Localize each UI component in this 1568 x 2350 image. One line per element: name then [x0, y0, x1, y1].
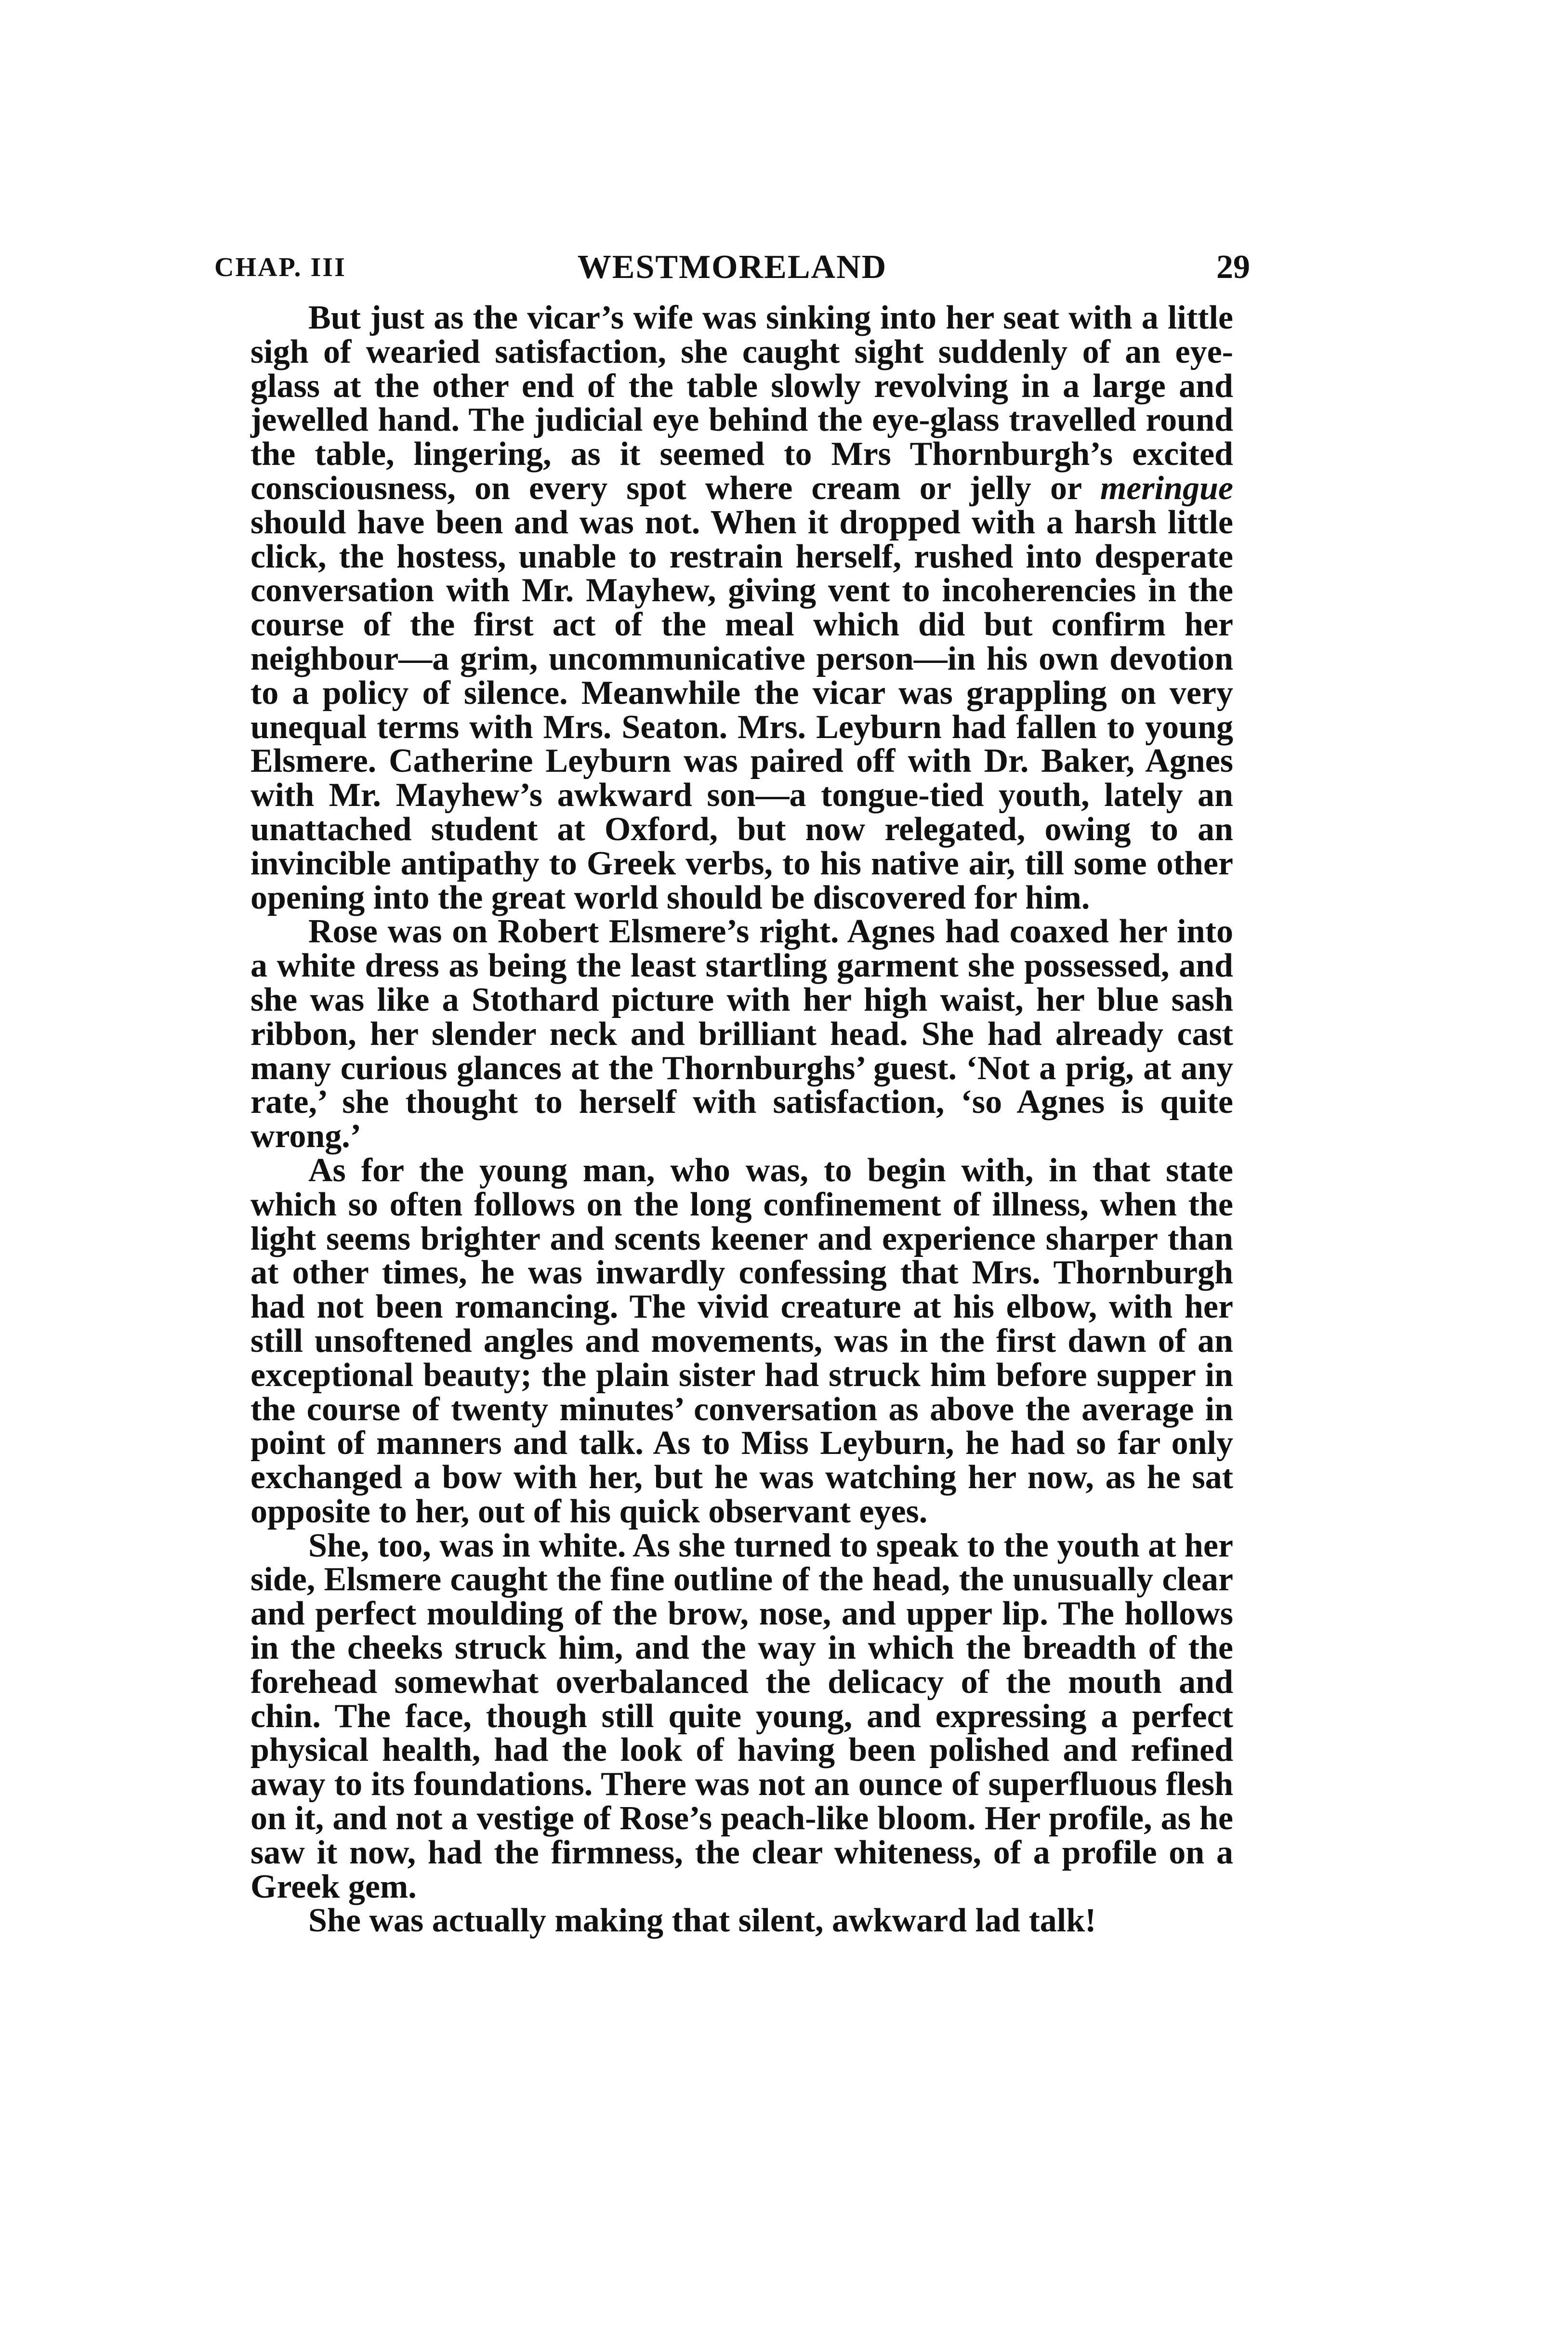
running-header [214, 243, 1250, 291]
paragraph-1-text-b: should have been and was not. When it dropped with a harsh little click, the hostess, unable to restrain herself, rushed into desperate conversation with Mr. Mayhew, giving vent to incoherencies in the course of the first act of the meal which did but confirm her neighbour—a grim, uncommunicative person—in his own devotion to a policy of silence. Meanwhile the vicar was grappling on very unequal terms with Mrs. Seaton. Mrs. Leyburn had fallen to young Elsmere. Catherine Leyburn was paired off with Dr. Baker, Agnes with Mr. Mayhew’s awkward son—a tongue-tied youth, lately an unattached student at Oxford, but now relegated, owing to an invincible antipathy to Greek verbs, to his native air, till some other opening into the great world should be discovered for him. [250, 503, 1233, 916]
paragraph-4: She, too, was in white. As she turned to speak to the youth at her side, Elsmere caught the fine outline of the head, the unusually clear and perfect moulding of the brow, nose, and upper lip. The hollows in the cheeks struck him, and the way in which the breadth of the forehead somewhat overbalanced the delicacy of the mouth and chin. The face, though still quite young, and expressing a perfect physical health, had the look of having been polished and refined away to its foundations. There was not an ounce of superfluous flesh on it, and not a vestige of Rose’s peach-like bloom. Her profile, as he saw it now, had the firmness, the clear whiteness, of a profile on a Greek gem. [250, 1527, 1233, 1905]
paragraph-1-text-a: But just as the vicar’s wife was sinking into her seat with a little sigh of wearied satisfaction, she caught sight suddenly of an eye-glass at the other end of the table slowly revolving in a large and jewelled hand. The judicial eye behind the eye-glass travelled round the table, lingering, as it seemed to Mrs Thornburgh’s excited consciousness, on every spot where cream or jelly or [250, 299, 1233, 507]
paragraph-3: As for the young man, who was, to begin with, in that state which so often follows on the long confinement of illness, when the light seems brighter and scents keener and experience sharper than at other times, he was inwardly confessing that Mrs. Thornburgh had not been romancing. The vivid creature at his elbow, with her still unsoftened angles and movements, was in the first dawn of an exceptional beauty; the plain sister had struck him before supper in the course of twenty minutes’ conversation as above the average in point of manners and talk. As to Miss Leyburn, he had so far only exchanged a bow with her, but he was watching her now, as he sat opposite to her, out of his quick observant eyes. [250, 1151, 1233, 1530]
paragraph-1 [250, 301, 1233, 915]
paragraph-2: Rose was on Robert Elsmere’s right. Agnes had coaxed her into a white dress as being the least startling garment she possessed, and she was like a Stothard picture with her high waist, her blue sash ribbon, her slender neck and brilliant head. She had already cast many curious glances at the Thornburghs’ guest. ‘Not a prig, at any rate,’ she thought to herself with satisfaction, ‘so Agnes is quite wrong.’ [250, 913, 1233, 1155]
paragraph-1-italic-word: meringue [1100, 469, 1233, 507]
body-text [250, 301, 1233, 1938]
running-title: WESTMORELAND [577, 249, 887, 286]
chapter-label: CHAP. III [214, 252, 346, 282]
paragraph-5: She was actually making that silent, awkward lad talk! [308, 1902, 1096, 1940]
page-number: 29 [1216, 249, 1250, 286]
